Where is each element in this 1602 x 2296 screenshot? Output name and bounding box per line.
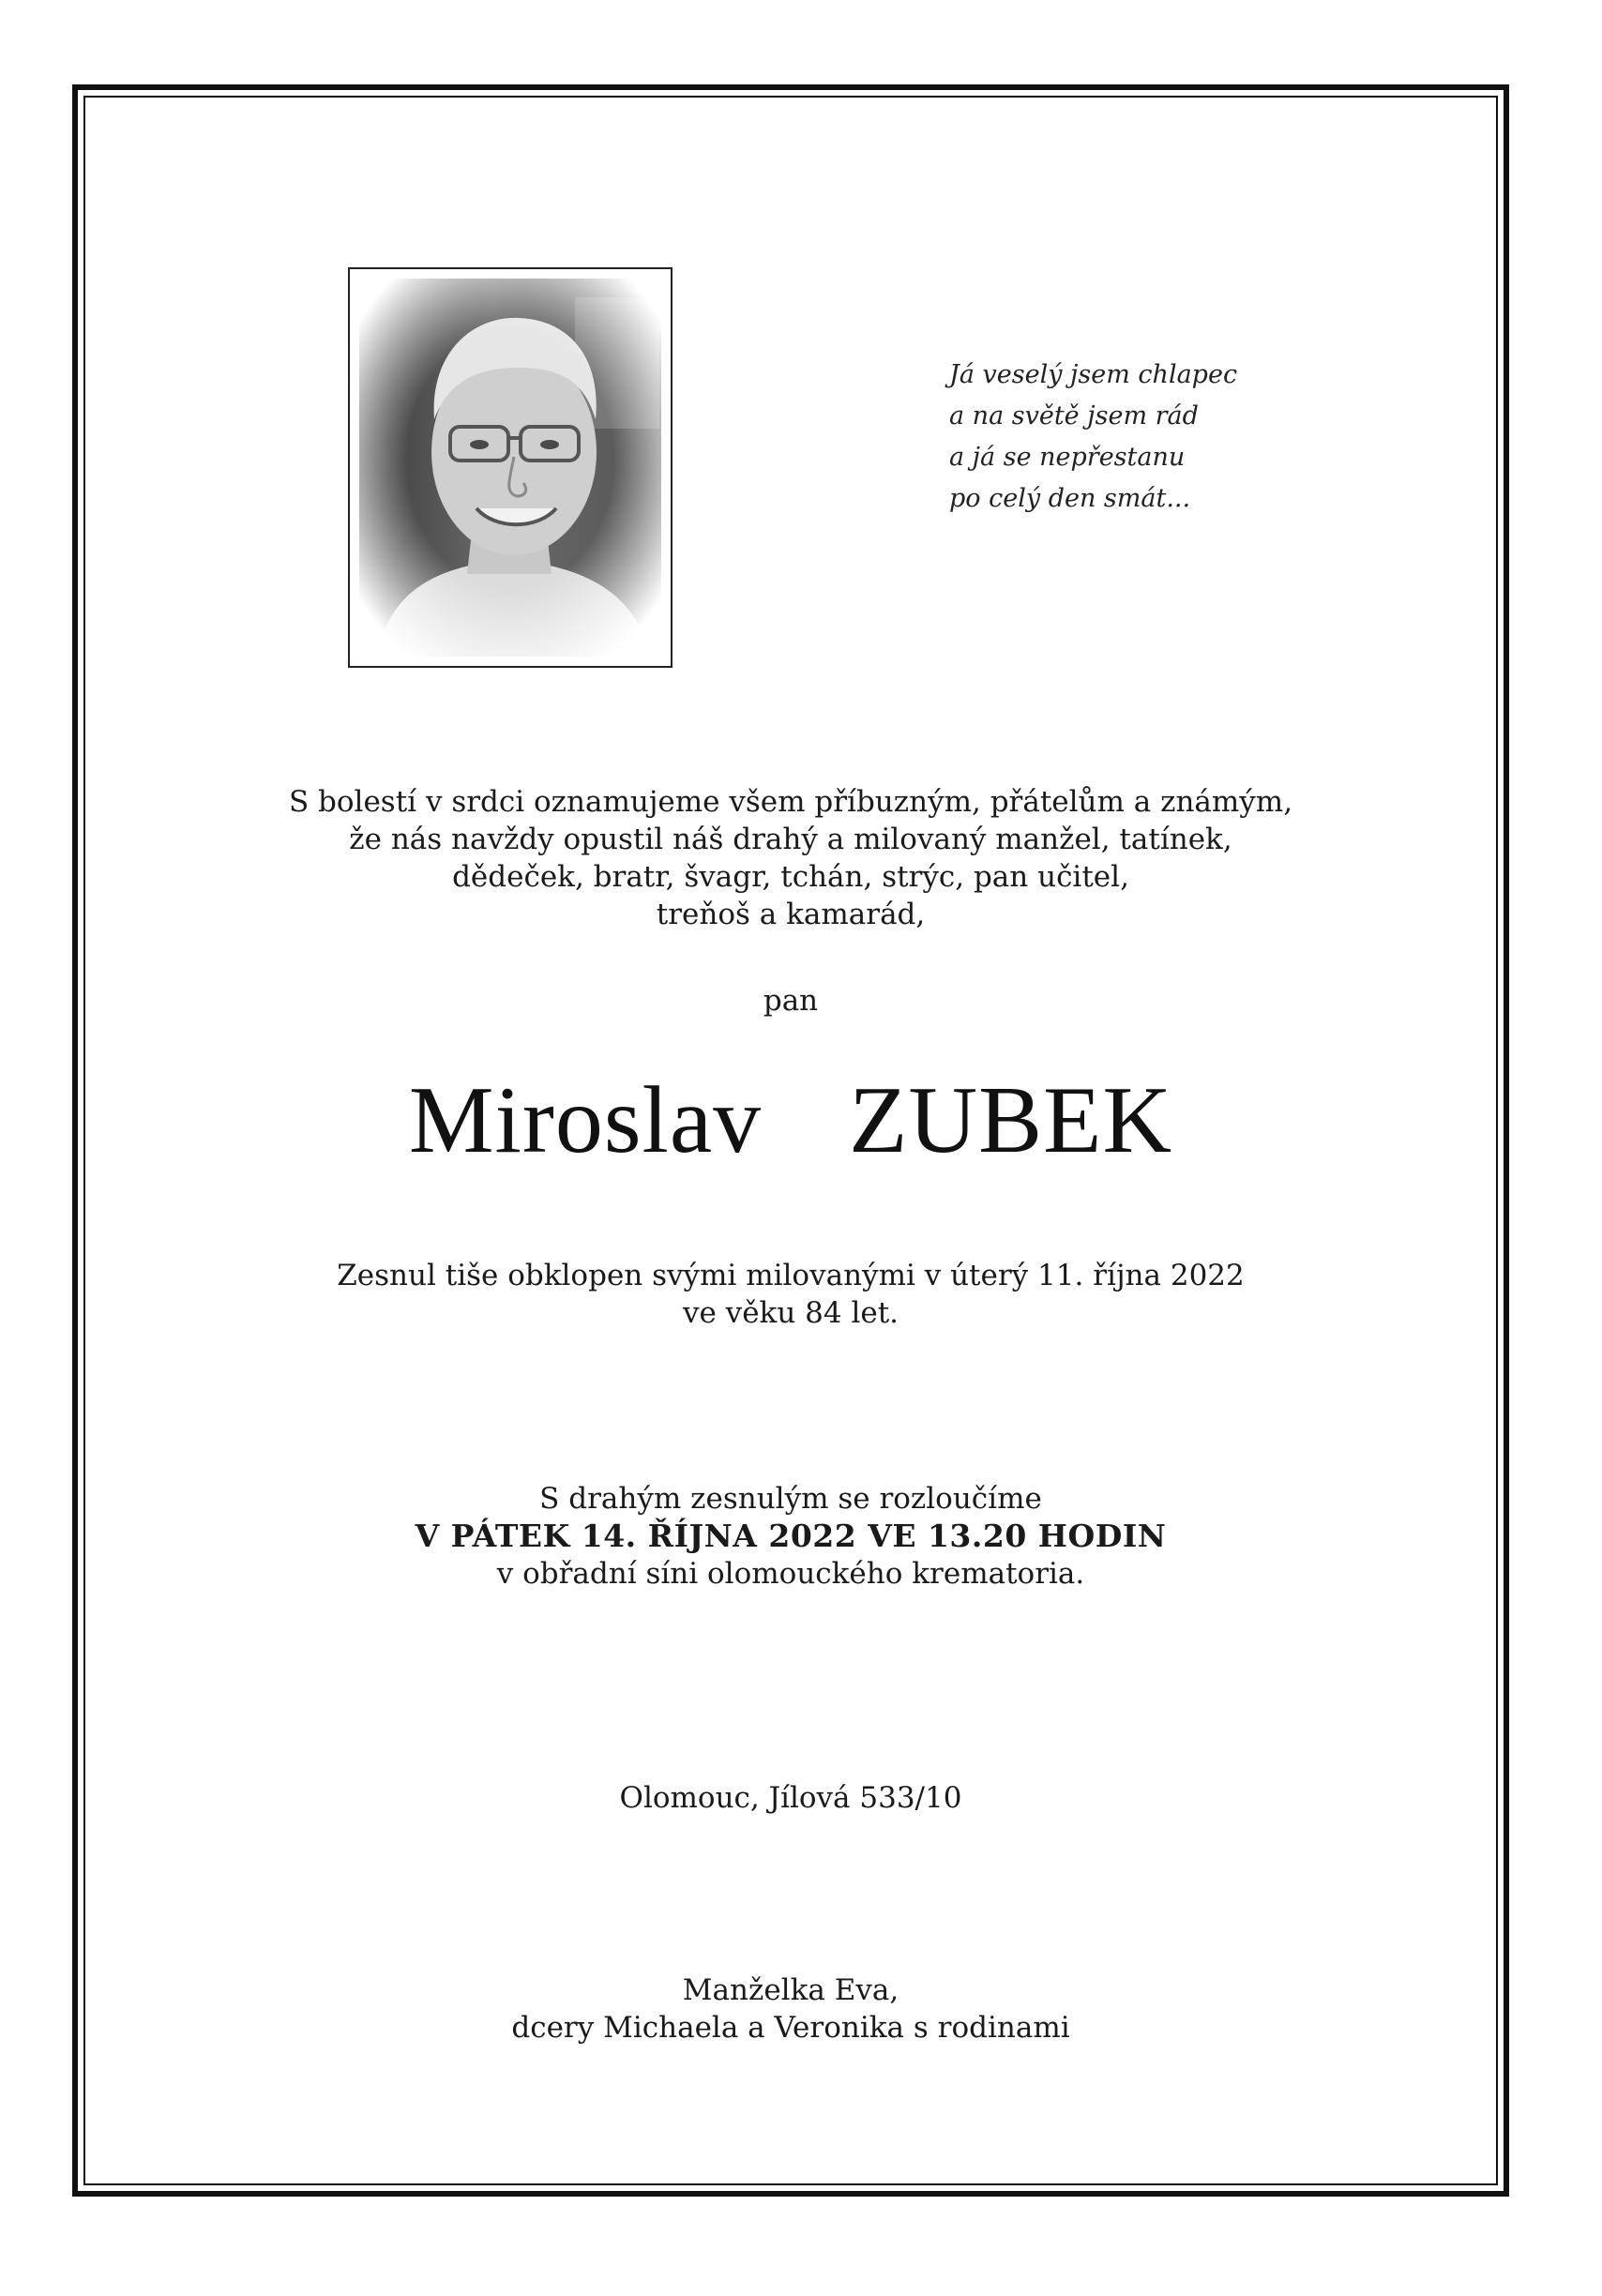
portrait-photo xyxy=(348,267,673,668)
poem xyxy=(949,355,1237,520)
death-line: ve věku 84 let. xyxy=(682,1296,899,1330)
poem-line: a na světě jsem rád xyxy=(949,401,1199,430)
intro-line: S bolestí v srdci oznamujeme všem příbuzným, přátelům a známým, xyxy=(288,785,1293,819)
intro-line: že nás navždy opustil náš drahý a milovaný manžel, tatínek, xyxy=(349,823,1232,856)
family-signature xyxy=(83,1971,1498,2047)
death-line: Zesnul tiše obklopen svými milovanými v úterý 11. října 2022 xyxy=(337,1259,1245,1292)
portrait-image xyxy=(359,279,661,657)
death-notice xyxy=(83,1257,1498,1332)
farewell-notice xyxy=(83,1480,1498,1593)
poem-line: po celý den smát... xyxy=(949,484,1191,513)
farewell-datetime: V PÁTEK 14. ŘÍJNA 2022 VE 13.20 HODIN xyxy=(415,1518,1167,1554)
poem-line: a já se nepřestanu xyxy=(949,443,1186,472)
family-line: dcery Michaela a Veronika s rodinami xyxy=(511,2011,1070,2045)
poem-line: Já veselý jsem chlapec xyxy=(949,360,1238,389)
intro-line: treňoš a kamarád, xyxy=(656,898,926,931)
farewell-location: v obřadní síni olomouckého krematoria. xyxy=(496,1557,1085,1591)
intro-line: dědeček, bratr, švagr, tchán, strýc, pan učitel, xyxy=(452,860,1129,894)
title-prefix: pan xyxy=(763,984,819,1018)
deceased-name: Miroslav ZUBEK xyxy=(408,1067,1173,1173)
family-line: Manželka Eva, xyxy=(682,1973,899,2007)
address: Olomouc, Jílová 533/10 xyxy=(619,1781,962,1815)
intro-text xyxy=(83,783,1498,933)
farewell-line: S drahým zesnulým se rozloučíme xyxy=(539,1482,1042,1516)
